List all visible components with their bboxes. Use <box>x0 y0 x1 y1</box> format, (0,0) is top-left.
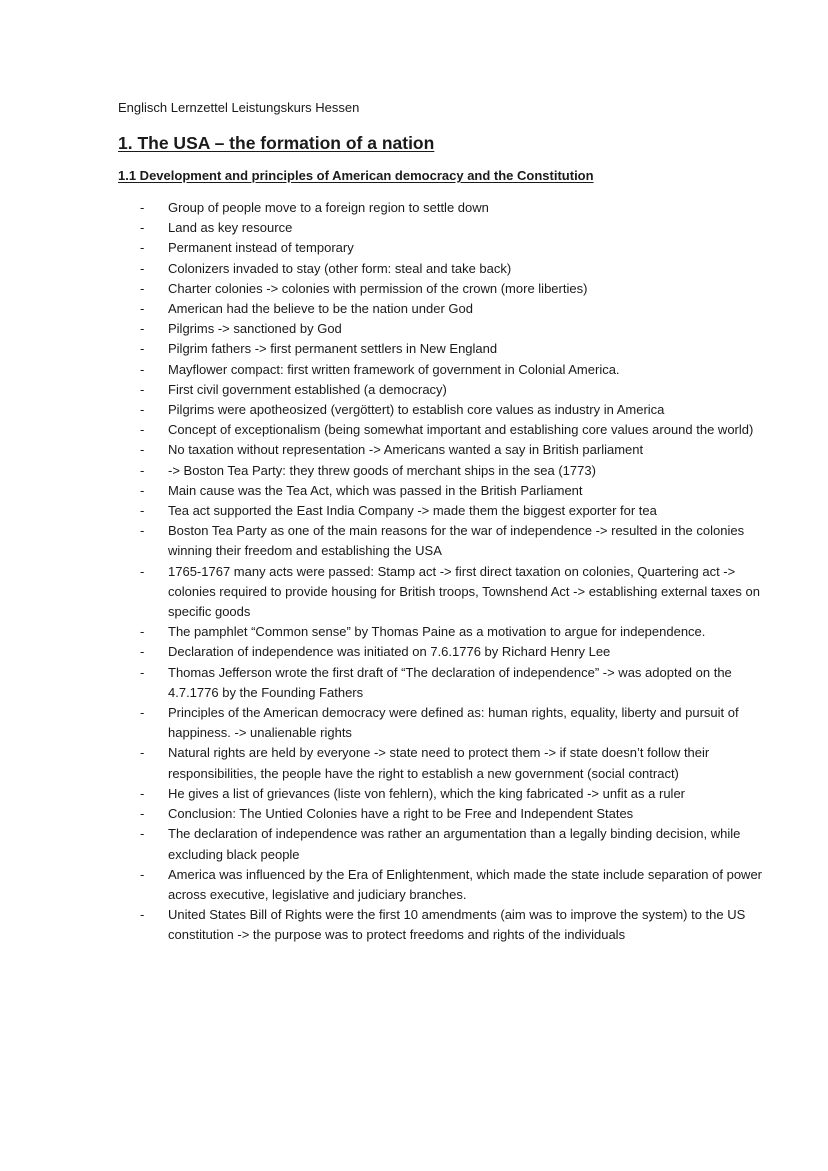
bullet-dash: - <box>140 624 145 640</box>
bullet-dash: - <box>140 361 145 377</box>
bullet-dash: - <box>140 644 145 660</box>
list-item <box>140 299 780 319</box>
bullet-dash: - <box>140 381 145 397</box>
list-item <box>140 238 780 258</box>
list-item <box>140 400 780 420</box>
bullet-dash: - <box>140 260 145 276</box>
list-item-text: 1765-1767 many acts were passed: Stamp act -> first direct taxation on colonies, Quartering act -> colonies required to provide housing for British troops, Townshend Act -> establishing external taxes on specific goods <box>168 563 760 620</box>
list-item <box>140 420 780 440</box>
list-item-text: American had the believe to be the nation under God <box>168 301 473 317</box>
list-item-text: United States Bill of Rights were the first 10 amendments (aim was to improve the system) to the US constitution -> the purpose was to protect freedoms and rights of the individuals <box>168 907 746 943</box>
list-item-text: Group of people move to a foreign region to settle down <box>168 200 489 215</box>
list-item-text: Colonizers invaded to stay (other form: steal and take back) <box>168 260 512 276</box>
list-item <box>140 481 780 501</box>
list-item-text: Charter colonies -> colonies with permission of the crown (more liberties) <box>168 280 588 296</box>
list-item <box>140 279 780 299</box>
bullet-dash: - <box>140 785 145 801</box>
list-item <box>140 905 780 945</box>
bullet-dash: - <box>140 563 145 579</box>
list-item-text: No taxation without representation -> Americans wanted a say in British parliament <box>168 442 644 458</box>
bullet-dash: - <box>140 907 145 923</box>
list-item <box>140 259 780 279</box>
list-item-text: Pilgrims were apotheosized (vergöttert) to establish core values as industry in America <box>168 402 665 418</box>
bullet-dash: - <box>140 826 145 842</box>
bullet-dash: - <box>140 503 145 519</box>
list-item <box>140 622 780 642</box>
list-item-text: Land as key resource <box>168 220 293 236</box>
bullet-dash: - <box>140 402 145 418</box>
bullet-dash: - <box>140 442 145 458</box>
list-item <box>140 663 780 703</box>
bullet-dash: - <box>140 705 145 721</box>
list-item <box>140 440 780 460</box>
list-item <box>140 804 780 824</box>
list-item-text: Thomas Jefferson wrote the first draft of “The declaration of independence” -> was adopted on the 4.7.1776 by the Founding Fathers <box>168 664 732 700</box>
list-item-text: First civil government established (a democracy) <box>168 381 447 397</box>
list-item <box>140 198 780 218</box>
bullet-dash: - <box>140 462 145 478</box>
bullet-dash: - <box>140 866 145 882</box>
list-item <box>140 461 780 481</box>
list-item <box>140 824 780 864</box>
list-item <box>140 380 780 400</box>
list-item <box>140 501 780 521</box>
list-item <box>140 218 780 238</box>
list-item-text: Main cause was the Tea Act, which was passed in the British Parliament <box>168 482 583 498</box>
bullet-dash: - <box>140 280 145 296</box>
list-item-text: -> Boston Tea Party: they threw goods of merchant ships in the sea (1773) <box>168 462 596 478</box>
bullet-dash: - <box>140 422 145 438</box>
list-item <box>140 360 780 380</box>
list-item-text: Natural rights are held by everyone -> state need to protect them -> if state doesn’t follow their responsibilities, the people have the right to establish a new government (social contract) <box>168 745 710 781</box>
list-item <box>140 319 780 339</box>
list-item <box>140 865 780 905</box>
section-heading: 1.1 Development and principles of American democracy and the Constitution <box>118 168 594 183</box>
list-item-text: Principles of the American democracy were defined as: human rights, equality, liberty and pursuit of happiness. -> unalienable rights <box>168 705 739 741</box>
list-item-text: Permanent instead of temporary <box>168 240 354 256</box>
bullet-list <box>140 198 780 946</box>
list-item <box>140 743 780 783</box>
list-item <box>140 521 780 561</box>
bullet-dash: - <box>140 664 145 680</box>
bullet-dash: - <box>140 482 145 498</box>
bullet-dash: - <box>140 745 145 761</box>
list-item-text: Boston Tea Party as one of the main reasons for the war of independence -> resulted in the colonies winning their freedom and establishing the USA <box>168 523 745 559</box>
list-item-text: He gives a list of grievances (liste von fehlern), which the king fabricated -> unfit as a ruler <box>168 785 685 801</box>
list-item-text: Mayflower compact: first written framework of government in Colonial America. <box>168 361 620 377</box>
list-item-text: Tea act supported the East India Company -> made them the biggest exporter for tea <box>168 503 657 519</box>
bullet-dash: - <box>140 200 145 215</box>
list-item-text: The pamphlet “Common sense” by Thomas Paine as a motivation to argue for independence. <box>168 624 706 640</box>
list-item-text: The declaration of independence was rather an argumentation than a legally binding decision, while excluding black people <box>168 826 741 862</box>
list-item <box>140 703 780 743</box>
list-item-text: Pilgrim fathers -> first permanent settlers in New England <box>168 341 498 357</box>
bullet-dash: - <box>140 523 145 539</box>
bullet-dash: - <box>140 301 145 317</box>
bullet-dash: - <box>140 220 145 236</box>
list-item-text: Concept of exceptionalism (being somewhat important and establishing core values around the world) <box>168 422 754 438</box>
list-item <box>140 562 780 623</box>
bullet-dash: - <box>140 341 145 357</box>
list-item-text: America was influenced by the Era of Enlightenment, which made the state include separation of power across executive, legislative and judiciary branches. <box>168 866 763 902</box>
bullet-dash: - <box>140 806 145 822</box>
page-title: 1. The USA – the formation of a nation <box>118 133 435 153</box>
list-item <box>140 339 780 359</box>
bullet-dash: - <box>140 240 145 256</box>
bullet-dash: - <box>140 321 145 337</box>
list-item <box>140 784 780 804</box>
document-header: Englisch Lernzettel Leistungskurs Hessen <box>118 100 360 115</box>
list-item <box>140 642 780 662</box>
list-item-text: Declaration of independence was initiated on 7.6.1776 by Richard Henry Lee <box>168 644 611 660</box>
list-item-text: Conclusion: The Untied Colonies have a right to be Free and Independent States <box>168 806 634 822</box>
list-item-text: Pilgrims -> sanctioned by God <box>168 321 342 337</box>
